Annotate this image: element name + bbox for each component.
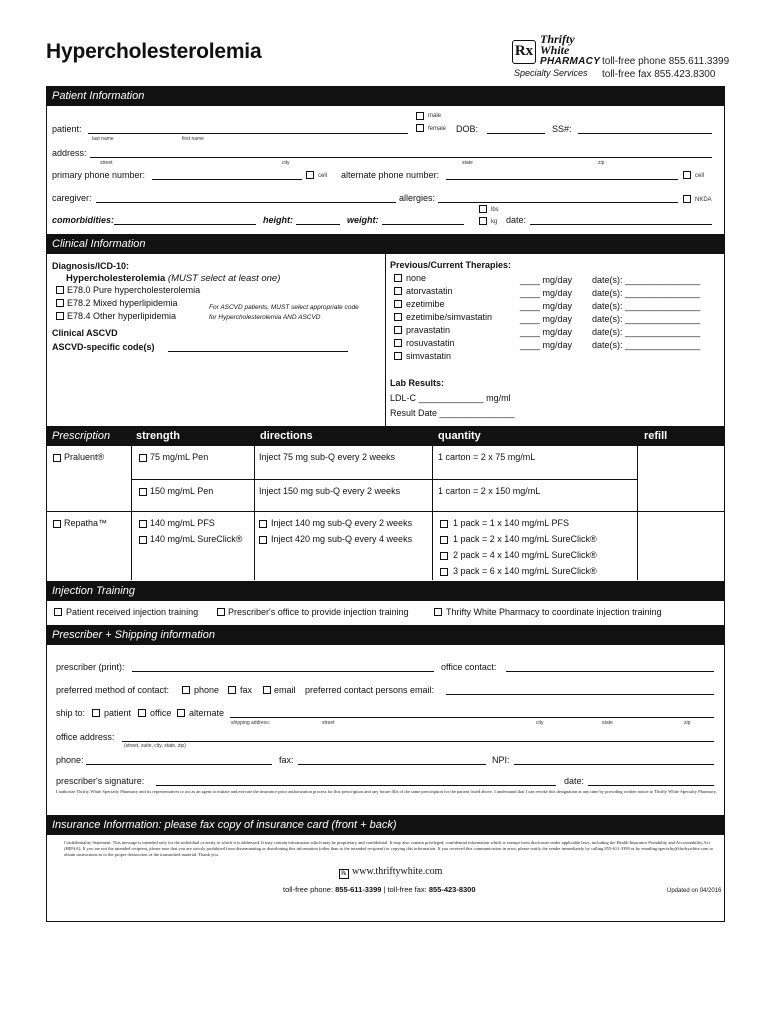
training-prescriber-checkbox[interactable] (217, 608, 225, 616)
repatha-qty-checkbox-1[interactable] (440, 536, 448, 544)
rx-col-line-1 (131, 426, 132, 580)
repatha-qty-checkbox-3[interactable] (440, 568, 448, 576)
ship-alternate-checkbox[interactable] (177, 709, 185, 717)
caregiver-label: caregiver: (52, 193, 92, 203)
primary-phone-label: primary phone number: (52, 170, 146, 180)
confidentiality-statement: Confidentiality Statement: This message is intended only for the individual or entity to which it is addressed. It may contain information which may be proprietary and confidential. It may also contain privileged, confidential information which is exempt from disclosure under applicable laws, including the Health Insurance Portability and Accountability Act (HIPAA). If you are not the intended recipient, please note that you are strictly prohibited from disseminating or distributing this information (other than to the intended recipient) or copying this information. If you received this communication in error, please notify the sender immediately by calling 855-611-3399 or by emailing specialty@thriftywhite.com to obtain instructions as to the proper destruction of the transmitted material. Thank you. (64, 840, 714, 857)
therapy-mgday[interactable]: ____ mg/day (520, 327, 573, 337)
ship-state-hint: state (602, 720, 613, 726)
ascvd-note-1: For ASCVD patients, MUST select appropriate code (209, 304, 359, 311)
state-hint: state (462, 160, 473, 166)
repatha-140-dir-checkbox[interactable] (259, 520, 267, 528)
address-field[interactable] (90, 157, 712, 158)
nkda-label: NKDA (695, 197, 712, 203)
contact-email-checkbox[interactable] (263, 686, 271, 694)
header-fax: toll-free fax 855.423.8300 (602, 69, 716, 80)
repatha-140-directions: Inject 140 mg sub-Q every 2 weeks (271, 518, 413, 528)
therapy-dates[interactable]: date(s): _______________ (592, 314, 701, 324)
ss-label: SS#: (552, 124, 572, 134)
repatha-qty-label: 2 pack = 4 x 140 mg/mL SureClick® (453, 550, 597, 560)
therapy-mgday[interactable]: ____ mg/day (520, 301, 573, 311)
praluent-75-quantity: 1 carton = 2 x 75 mg/mL (438, 452, 536, 462)
signature-label: prescriber's signature: (56, 776, 145, 786)
last-name-hint: last name (92, 136, 114, 142)
repatha-checkbox[interactable] (53, 520, 61, 528)
contact-phone-checkbox[interactable] (182, 686, 190, 694)
therapy-label: simvastatin (406, 351, 452, 361)
praluent-150-directions: Inject 150 mg sub-Q every 2 weeks (259, 486, 401, 496)
contact-fax-label: fax (240, 685, 253, 695)
therapy-label: atorvastatin (406, 286, 453, 296)
training-patient-checkbox[interactable] (54, 608, 62, 616)
ascvd-note-2: for Hypercholesterolemia AND ASCVD (209, 314, 321, 321)
therapy-dates[interactable]: date(s): _______________ (592, 340, 701, 350)
comorbidities-label: comorbidities: (52, 215, 115, 225)
repatha-sureclick-strength: 140 mg/mL SureClick® (150, 534, 243, 544)
ss-field[interactable] (578, 133, 712, 134)
pref-email-field[interactable] (446, 694, 714, 695)
repatha-label: Repatha™ (64, 518, 108, 528)
contact-email-label: email (274, 685, 296, 695)
primary-cell-label: cell (318, 173, 328, 179)
therapy-dates[interactable]: date(s): _______________ (592, 327, 701, 337)
contact-fax-checkbox[interactable] (228, 686, 236, 694)
training-patient-label: Patient received injection training (66, 607, 199, 617)
therapy-mgday[interactable]: ____ mg/day (520, 340, 573, 350)
primary-cell-checkbox[interactable] (306, 171, 314, 179)
col-strength: strength (136, 430, 180, 442)
therapy-checkbox-2[interactable] (394, 300, 402, 308)
therapy-dates[interactable]: date(s): _______________ (592, 301, 701, 311)
section-clinical-information: Clinical Information (46, 234, 725, 254)
header-contact (602, 55, 729, 81)
fax-label: fax: (279, 755, 294, 765)
repatha-pfs-strength: 140 mg/mL PFS (150, 518, 215, 528)
praluent-label: Praluent® (64, 452, 105, 462)
training-prescriber-label: Prescriber's office to provide injection training (228, 607, 409, 617)
rx-col-line-3 (432, 426, 433, 580)
footer-website[interactable]: ℞ www.thriftywhite.com (339, 866, 442, 879)
contact-method-label: preferred method of contact: (56, 685, 170, 695)
e780-label: E78.0 Pure hypercholesterolemia (67, 285, 201, 295)
praluent-75-strength: 75 mg/mL Pen (150, 452, 209, 462)
praluent-150-strength: 150 mg/mL Pen (150, 486, 214, 496)
section-injection-training: Injection Training (46, 581, 725, 601)
female-label: female (428, 126, 447, 132)
e782-checkbox[interactable] (56, 299, 64, 307)
nkda-checkbox[interactable] (683, 195, 691, 203)
alt-phone-label: alternate phone number: (341, 170, 440, 180)
diagnosis-label: Diagnosis/ICD-10: (52, 261, 130, 271)
e784-label: E78.4 Other hyperlipidemia (67, 311, 177, 321)
therapy-checkbox-3[interactable] (394, 313, 402, 321)
header-phone: toll-free phone 855.611.3399 (602, 56, 730, 67)
prescriber-print-field[interactable] (132, 671, 434, 672)
therapy-label: rosuvastatin (406, 338, 455, 348)
authorization-text: I authorize Thrifty White Specialty Pharmacy and its representatives to act as an agent to initiate and execute the insurance prior authorization process for this prescription and any future fills of the same prescription for the patient listed above. I understand that I can revoke this designation at any time by providing written notice to Thrifty White Specialty Pharmacy. (56, 789, 717, 794)
zip-hint: zip (598, 160, 605, 166)
ship-to-label: ship to: (56, 708, 86, 718)
updated-date: Updated on 04/2016 (667, 888, 722, 894)
lbs-label: lbs (491, 207, 499, 213)
ship-city-hint: city (536, 720, 544, 726)
therapy-label: ezetimibe/simvastatin (406, 312, 493, 322)
clinical-ascvd-label: Clinical ASCVD (52, 328, 118, 338)
kg-label: kg (491, 219, 498, 225)
repatha-pfs-checkbox[interactable] (139, 520, 147, 528)
city-hint: city (282, 160, 290, 166)
patient-label: patient: (52, 124, 82, 134)
ship-office-label: office (150, 708, 172, 718)
col-directions: directions (260, 430, 313, 442)
therapy-label: none (406, 273, 427, 283)
therapies-title: Previous/Current Therapies: (390, 260, 512, 270)
allergies-label: allergies: (399, 193, 436, 203)
result-date-label: Result Date _______________ (390, 408, 515, 418)
therapy-checkbox-5[interactable] (394, 339, 402, 347)
ldl-label: LDL-C _____________ mg/ml (390, 393, 511, 403)
office-contact-label: office contact: (441, 662, 497, 672)
office-address-hint: (street, suite, city, state, zip) (124, 743, 186, 749)
footer-logo-icon: ℞ (339, 869, 349, 879)
height-field[interactable] (296, 224, 340, 225)
e782-label: E78.2 Mixed hyperlipidemia (67, 298, 178, 308)
section-patient-information: Patient Information (46, 86, 725, 106)
ship-alternate-label: alternate (189, 708, 225, 718)
therapy-checkbox-6[interactable] (394, 352, 402, 360)
dob-label: DOB: (456, 124, 479, 134)
hypercholesterolemia-heading: Hypercholesterolemia (MUST select at least one) (66, 273, 281, 284)
therapy-label: ezetimibe (406, 299, 445, 309)
ship-zip-hint: zip (684, 720, 691, 726)
repatha-420-dir-checkbox[interactable] (259, 536, 267, 544)
praluent-150-checkbox[interactable] (139, 488, 147, 496)
therapy-checkbox-1[interactable] (394, 287, 402, 295)
npi-label: NPI: (492, 755, 510, 765)
repatha-sureclick-checkbox[interactable] (139, 536, 147, 544)
footer-contact: toll-free phone: 855-611-3399 | toll-free fax: 855-423-8300 (283, 885, 476, 894)
repatha-qty-checkbox-0[interactable] (440, 520, 448, 528)
npi-field[interactable] (514, 764, 714, 765)
shipping-address-hint: shipping address: (231, 720, 271, 726)
col-refill: refill (644, 430, 668, 442)
repatha-420-directions: Inject 420 mg sub-Q every 4 weeks (271, 534, 413, 544)
repatha-qty-label: 1 pack = 1 x 140 mg/mL PFS (453, 518, 569, 528)
repatha-qty-label: 1 pack = 2 x 140 mg/mL SureClick® (453, 534, 597, 544)
comorbidities-field[interactable] (114, 224, 256, 225)
section-insurance-information: Insurance Information: please fax copy of insurance card (front + back) (46, 815, 725, 835)
height-label: height: (263, 215, 293, 225)
signature-date-label: date: (564, 776, 585, 786)
phone-label: phone: (56, 755, 84, 765)
logo-text-pharmacy: PHARMACY (540, 56, 601, 67)
rx-col-line-4 (637, 426, 638, 580)
ship-patient-checkbox[interactable] (92, 709, 100, 717)
primary-phone-field[interactable] (152, 179, 302, 180)
signature-field[interactable] (156, 785, 556, 786)
section-prescription: Prescription (46, 426, 725, 446)
praluent-75-checkbox[interactable] (139, 454, 147, 462)
therapy-checkbox-0[interactable] (394, 274, 402, 282)
ship-patient-label: patient (104, 708, 132, 718)
training-pharmacy-checkbox[interactable] (434, 608, 442, 616)
e784-checkbox[interactable] (56, 312, 64, 320)
weight-field[interactable] (382, 224, 464, 225)
ship-office-checkbox[interactable] (138, 709, 146, 717)
office-contact-field[interactable] (506, 671, 714, 672)
lbs-checkbox[interactable] (479, 205, 487, 213)
logo-text-specialty: Specialty Services (514, 68, 588, 78)
first-name-hint: first name (182, 136, 204, 142)
office-address-label: office address: (56, 732, 115, 742)
therapy-dates[interactable]: date(s): _______________ (592, 275, 701, 285)
rx-row-line-2 (46, 511, 725, 512)
dob-field[interactable] (487, 133, 545, 134)
praluent-150-quantity: 1 carton = 2 x 150 mg/mL (438, 486, 541, 496)
therapy-mgday[interactable]: ____ mg/day (520, 275, 573, 285)
office-address-field[interactable] (122, 741, 714, 742)
logo-text-1: Thrifty White (540, 32, 575, 57)
caregiver-field[interactable] (96, 202, 396, 203)
form-frame (46, 86, 725, 922)
therapy-dates[interactable]: date(s): _______________ (592, 288, 701, 298)
lab-results-label: Lab Results: (390, 378, 445, 388)
ascvd-codes-field[interactable] (168, 351, 348, 352)
allergies-field[interactable] (438, 202, 678, 203)
weight-label: weight: (347, 215, 379, 225)
page-title: Hypercholesterolemia (46, 40, 262, 63)
section-prescriber-shipping: Prescriber + Shipping information (46, 625, 725, 645)
prescriber-print-label: prescriber (print): (56, 662, 125, 672)
alt-cell-checkbox[interactable] (683, 171, 691, 179)
col-quantity: quantity (438, 430, 481, 442)
kg-checkbox[interactable] (479, 217, 487, 225)
pref-email-label: preferred contact persons email: (305, 685, 435, 695)
clinical-divider (385, 254, 386, 426)
patient-date-field[interactable] (530, 224, 712, 225)
phone-field[interactable] (86, 764, 272, 765)
male-label: male (428, 113, 442, 119)
male-checkbox[interactable] (416, 112, 424, 120)
signature-date-field[interactable] (588, 785, 714, 786)
rx-col-line-2 (254, 426, 255, 580)
therapy-mgday[interactable]: ____ mg/day (520, 314, 573, 324)
street-hint: street (100, 160, 113, 166)
patient-name-field[interactable] (88, 133, 408, 134)
female-checkbox[interactable] (416, 124, 424, 132)
repatha-qty-label: 3 pack = 6 x 140 mg/mL SureClick® (453, 566, 597, 576)
therapy-mgday[interactable]: ____ mg/day (520, 288, 573, 298)
alt-cell-label: cell (695, 173, 705, 179)
praluent-checkbox[interactable] (53, 454, 61, 462)
therapy-checkbox-4[interactable] (394, 326, 402, 334)
therapy-label: pravastatin (406, 325, 451, 335)
shipping-address-field[interactable] (230, 717, 714, 718)
rx-box-icon: Rx (512, 40, 536, 64)
thrifty-white-logo (510, 28, 601, 78)
training-pharmacy-label: Thrifty White Pharmacy to coordinate injection training (446, 607, 662, 617)
rx-row-line-1 (131, 479, 637, 480)
repatha-qty-checkbox-2[interactable] (440, 552, 448, 560)
alt-phone-field[interactable] (446, 179, 678, 180)
praluent-75-directions: Inject 75 mg sub-Q every 2 weeks (259, 452, 396, 462)
fax-field[interactable] (298, 764, 486, 765)
e780-checkbox[interactable] (56, 286, 64, 294)
ship-street-hint: street (322, 720, 335, 726)
address-label: address: (52, 148, 87, 158)
contact-phone-label: phone (194, 685, 220, 695)
ascvd-codes-label: ASCVD-specific code(s) (52, 342, 155, 352)
patient-date-label: date: (506, 215, 527, 225)
